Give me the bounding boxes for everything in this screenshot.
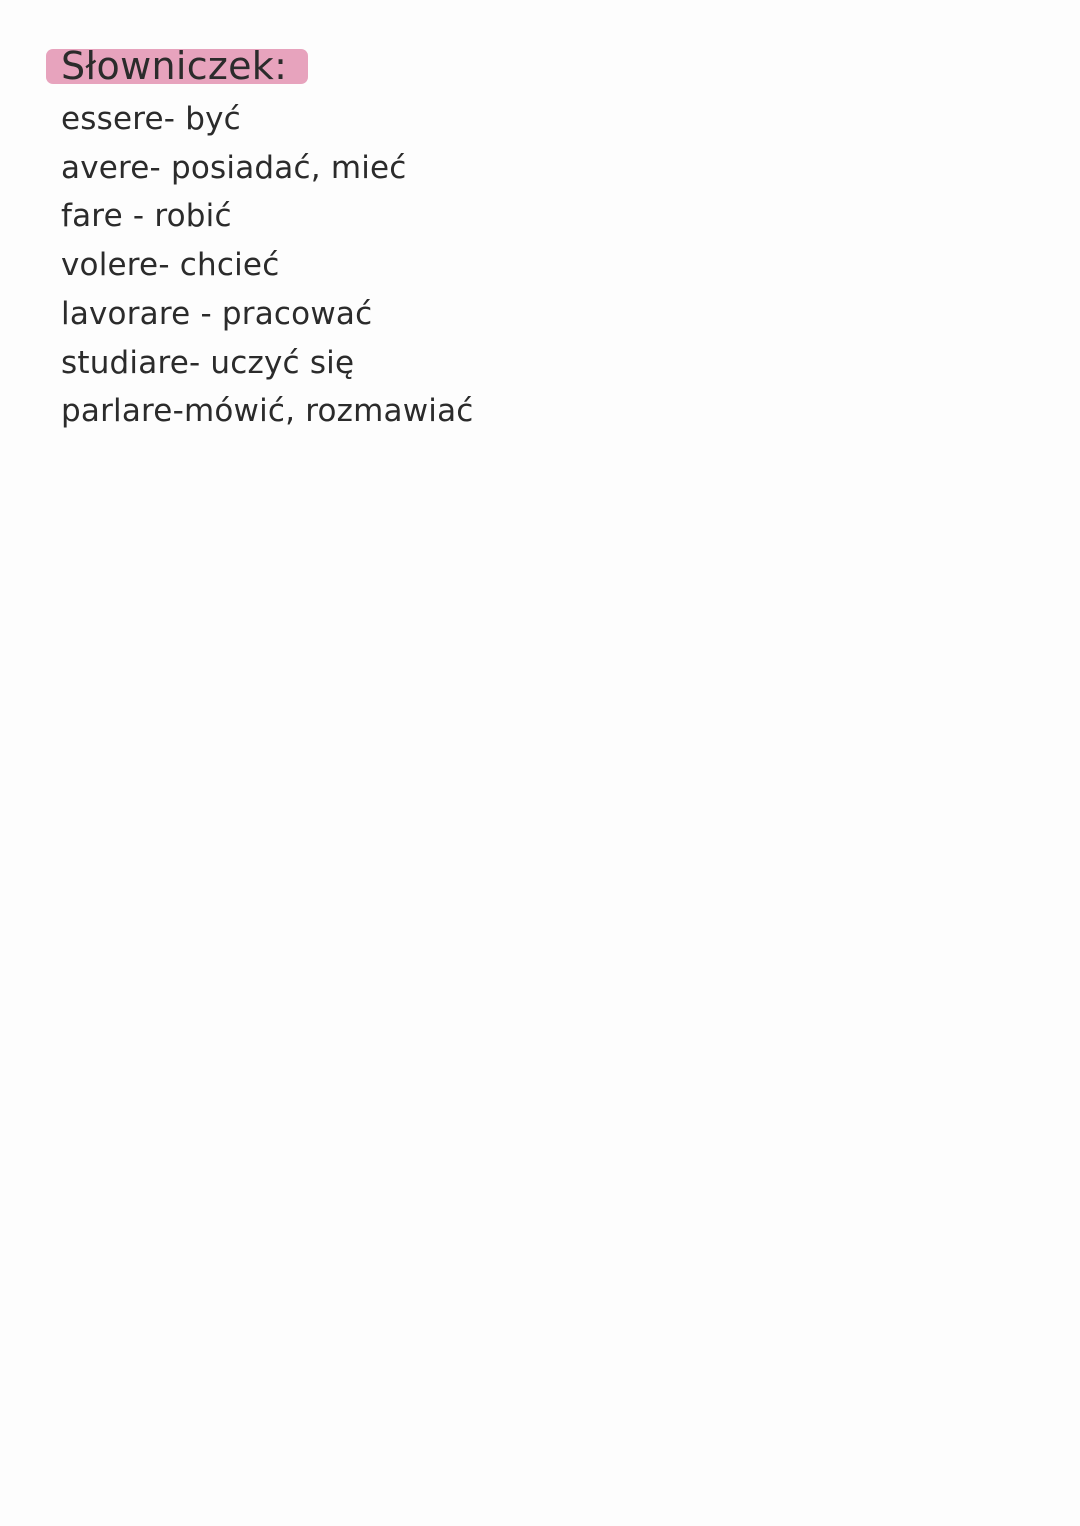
vocabulary-item: parlare-mówić, rozmawiać (61, 393, 474, 430)
vocabulary-item: lavorare - pracować (61, 295, 373, 332)
vocabulary-item: studiare- uczyć się (61, 344, 355, 381)
vocabulary-item: essere- być (61, 101, 241, 137)
vocabulary-item: avere- posiadać, mieć (61, 149, 407, 186)
vocabulary-item: volere- chcieć (61, 247, 280, 284)
title-block (46, 40, 287, 92)
page-title: Słowniczek: (61, 44, 288, 88)
vocabulary-item: fare - robić (61, 198, 232, 235)
vocabulary-list (61, 95, 474, 436)
